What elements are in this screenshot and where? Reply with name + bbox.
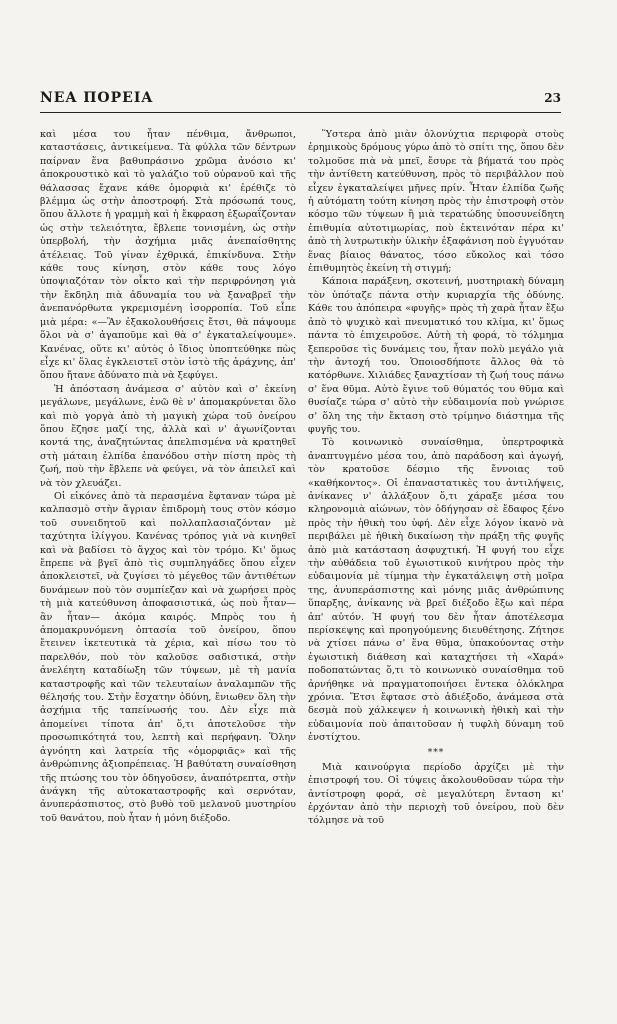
left-paragraph-2: Ἡ ἀπόσταση ἀνάμεσα σ' αὐτὸν καὶ σ' ἐκείνη μεγάλωνε, μεγάλωνε, ἐνῶ θὲ ν' ἀπομακρύνεται ὅλο καὶ πιὸ γοργὰ ἀπὸ τὴ μαγικὴ χώρα τοῦ ὀνείρου ὅπου ἔζησε μαζί της, ἀλλὰ καὶ ν' ἀγωνίζονται κοντά της, ἀναζητώντας ἀπελπισμένα νὰ κρατηθεῖ στὴ μάταιη ἐλπίδα ἐπανόδου στὴν πίστη πρὸς τὴ ζωή, ποὺ τὴν ἔβλεπε νὰ φεύγει, νὰ τὸν ἀπειλεῖ καὶ νὰ τὸν χλευάζει. — [40, 383, 296, 489]
journal-title: ΝΕΑ ΠΟΡΕΙΑ — [40, 90, 154, 106]
running-header — [40, 90, 561, 113]
page-number: 23 — [544, 91, 561, 105]
right-paragraph-1: Ὕστερα ἀπὸ μιὰν ὁλονύχτια περιφορὰ στοὺς ἐρημικοὺς δρόμους γύρω ἀπὸ τὸ σπίτι της, ὅπου δὲν τολμοῦσε πιὰ νὰ μπεῖ, ἔσυρε τὰ βήματά του πρὸς τὴν ἀντίθετη κατεύθυνση, πρὸς τὸ περιβάλλον ποὺ εἶχεν ἐγκαταλείψει μῆνες πρίν. Ἦταν ἐλπίδα ζωῆς ἡ αὐτόματη τούτη κίνηση πρὸς τὴν ἐπιστροφὴ στὸν κόσμο τῶν τύψεων ἢ μιὰ τερατώδης ὑποσυνείδητη ἐπιθυμία αὐτοτιμωρίας, ποὺ ἐκτεινόταν πέρα κι' ἀπὸ τὴ λυτρωτικὴν ὑλικὴν ἐξαφάνιση ποὺ ἐγγυόταν ἕνας βίαιος θάνατος, τόσο εὔκολος καὶ τόσο ἐπιθυμητὸς ἐκείνη τὴ στιγμή; — [308, 129, 564, 275]
right-paragraph-4: Μιὰ καινούργια περίοδο ἀρχίζει μὲ τὴν ἐπιστροφή του. Οἱ τύψεις ἀκολουθοῦσαν τώρα τὴν ἀντίστροφη φορά, σὲ μεγαλύτερη ἔνταση κι' ἐρχόνταν ἀπὸ τὴν περιοχὴ τοῦ ὀνείρου, ποὺ δὲν τόλμησε νὰ τοῦ — [308, 761, 564, 827]
right-column — [308, 128, 564, 1008]
right-paragraph-3: Τὸ κοινωνικὸ συναίσθημα, ὑπερτροφικὰ ἀναπτυγμένο μέσα του, ἀπὸ παράδοση καὶ ἀγωγή, τὸν κρατοῦσε δέσμιο τῆς ἔννοιας τοῦ «καθήκοντος». Οἱ ἐπαναστατικὲς του ἀντιλήψεις, ἀνίκανες ν' ἀλλάξουν ὅ,τι χάραξε μέσα του κληρονομιὰ αἰώνων, τὸν ὁδήγησαν σὲ ἔδαφος ξένο πρὸς τὴν ἠθικὴ του ὑφή. Δὲν εἶχε λόγον ἱκανὸ νὰ περιβάλει μὲ ἠθικὴ δικαίωση τὴν πράξη τῆς φυγῆς ἀπὸ μιὰ κατάσταση ἀσφυχτική. Ἡ φυγή του εἶχε τὴν αὐθάδεια τοῦ ἐγωιστικοῦ κινήτρου πρὸς τὴν εὐδαιμονία μὲ τίμημα τὴν ἐγκατάλειψη στὴ μοῖρα της, ἀνυπεράσπιστης καὶ μόνης μιᾶς ἀνθρώπινης ὕπαρξης, ἀνίκανης νὰ βρεῖ διέξοδο ἔξω καὶ πέρα ἀπ' αὐτόν. Ἡ φυγή του δὲν ἦταν ἀποτέλεσμα περίσκεψης καὶ προηγούμενης διευθέτησης. Ζήτησε νὰ χτίσει πάνω σ' ἕνα θῦμα, ὑπακούοντας στὴν ἐγωιστικὴ διάθεση καὶ καταχτήσει τὴ «Χαρά» ποδοπατώντας ὅ,τι τὸ κοινωνικὸ συναίσθημα τοῦ ἀρνήθηκε νὰ πραγματοποιήσει ἔντεκα ὁλόκληρα χρόνια. Ἔτσι ἔφτασε στὸ ἀδιέξοδο, ἀνάμεσα στὰ δεσμὰ ποὺ χάλκεψεν ἡ κοινωνικὴ ἠθικὴ καὶ τὴν εὐδαιμονία ποὺ ἀπαιτοῦσαν ἡ τυφλὴ δύναμη τοῦ ἐνστίχτου. — [308, 437, 564, 744]
right-paragraph-2: Κάποια παράξενη, σκοτεινή, μυστηριακὴ δύναμη τὸν ὑπόταζε πάντα στὴν κυριαρχία τῆς ὀδύνης. Κάθε του ἀπόπειρα «φυγῆς» πρὸς τὴ χαρὰ ἦταν ἔξω ἀπὸ τὸ ψυχικὸ καὶ πνευματικό του κλίμα, κι' ὅμως πάντα τὸ ἐπιχειροῦσε. Αὐτὴ τὴ φορά, τὸ τόλμημα ξεπεροῦσε τὶς δυνάμεις του, ἦταν πολὺ μεγάλο γιὰ τὴν ἀντοχή του. Ὁποιοσδήποτε ἄλλος θὰ τὸ κατόρθωνε. Χιλιάδες ξαναχτίσαν τὴ ζωή τους πάνω σ' ἕνα θῦμα. Αὐτὸ ἔγινε τοῦ θύματός του θῦμα καὶ θυσίαζε τώρα σ' αὐτὸ τὴν εὐδαιμονία ποὺ γνώρισε σ' ὅλη της τὴν ἔκταση στὸ τρίμηνο διάστημα τῆς φυγῆς του. — [308, 276, 564, 435]
left-paragraph-1: καὶ μέσα του ἦταν πένθιμα, ἄνθρωποι, καταστάσεις, ἀντικείμενα. Τὰ φύλλα τῶν δέντρων παίρναν ἕνα βαθυπράσινο χρῶμα ἀνόσιο κι' ἀποκρουστικὸ καὶ τὸ γαλάζιο τοῦ οὐρανοῦ καὶ τῆς θάλασσας ἔχανε κάθε ὁμορφιὰ κι' ἐρέθιζε τὸ βλέμμα ὡς στὴν ἀποστροφή. Στὰ πρόσωπά τους, ὅπου ἄλλοτε ἡ γραμμὴ καὶ ἡ ἔκφραση ἐξωραΐζονταν ὡς στὴν τελειότητα, ἔβλεπε τονισμένη, ὡς στὴν ὑπερβολή, τὴν ἀσχήμια μιᾶς ἀνεπαίσθητης ἀτέλειας. Τοῦ γίναν ἐχθρικά, ἐπικίνδυνα. Στὴν κάθε τους κίνηση, στὸν κάθε τους λόγο ὑποψιαζόταν τὸν οἶκτο καὶ τὴν περιφρόνηση γιὰ τὴν ἔκδηλη πιὰ ἀδυναμία του νὰ ξαναβρεῖ τὴν ἀνεπανόρθωτα γκρεμισμένη ἰσορροπία. Τοῦ εἶπε μιὰ μέρα: «—Ἂν ἐξακολουθήσεις ἔτσι, θὰ πάψουμε ὅλοι νὰ σ' ἀγαποῦμε καὶ θὰ σ' ἐγκαταλείψουμε». Κανένας, οὔτε κι' αὐτὸς ὁ ἴδιος ὑποπτεύθηκε πὼς εἶχε κι' ὅλας ἐγκλειστεῖ στὸν ἱστὸ τῆς ἀράχνης, ἀπ' ὅπου ἤτανε ἀδύνατο πιὰ νὰ ξεφύγει. — [40, 129, 296, 382]
left-paragraph-3: Οἱ εἰκόνες ἀπὸ τὰ περασμένα ἔφταναν τώρα μὲ καλπασμὸ στὴν ἄγριαν ἐπιδρομὴ τους στὸν κόσμο τοῦ συνειδητοῦ καὶ πολλαπλασιαζόνταν μὲ ταχύτητα ἰλίγγου. Κανένας τρόπος γιὰ νὰ κινηθεῖ καὶ νὰ βαδίσει τὸ ἄγχος καὶ τὸν τρόμο. Κι' ὅμως ἔπρεπε νὰ βγεῖ ἀπὸ τὶς συμπληγάδες ὅπου εἶχεν ἀποκλειστεῖ, νὰ ζυγίσει τὸ μέγεθος τῶν ἀντιθέτων δυνάμεων ποὺ τὸν συμπίεζαν καὶ νὰ χωρήσει πρὸς τὴ μιὰ κατεύθυνση ἀποφασιστικά, ὡς ποὺ ἦταν— ἂν ἦταν— ἀκόμα καιρός. Μπρὸς του ἡ ἀπομακρυνόμενη ὀπτασία τοῦ ὀνείρου, ὅπου ἔτεινεν ἱκετευτικὰ τὰ χέρια, καὶ πίσω του τὸ παρελθόν, ποὺ τὸν καλοῦσε σαδιστικά, στὴν ἀνελέητη καταδίωξη τῶν τύψεων, μὲ τὴ μανία καταστροφῆς καὶ τῶν τελευταίων ἀναλαμπῶν τῆς θέλησής του. Στὴν ἔσχατην ὀδύνη, ἔνιωθεν ὅλη τὴν ἀσχήμια τῆς ταπείνωσής του. Δὲν εἶχε πιὰ ἀπομείνει τίποτα ἀπ' ὅ,τι ἀποτελοῦσε τὴν προσωπικότητά του, λεπτὴ καὶ περήφανη. Ὅλην ἀγνόητη καὶ λατρεία τῆς «ὁμορφιᾶς» καὶ τῆς ἀνθρώπινης ἀξιοπρέπειας. Ἡ βαθύτατη συναίσθηση τῆς πτώσης του τὸν ὁδηγοῦσεν, ἀναπότρεπτα, στὴν ἀνάγκη τῆς αὐτοκαταστροφῆς καὶ σερνόταν, ἀνυπεράσπιστος, στὸ βυθὸ τοῦ μελανοῦ μυστηρίου τοῦ θανάτου, ποὺ ἦταν ἡ μόνη διέξοδο. — [40, 490, 296, 824]
left-column — [40, 128, 296, 1008]
section-separator: *** — [427, 747, 445, 758]
